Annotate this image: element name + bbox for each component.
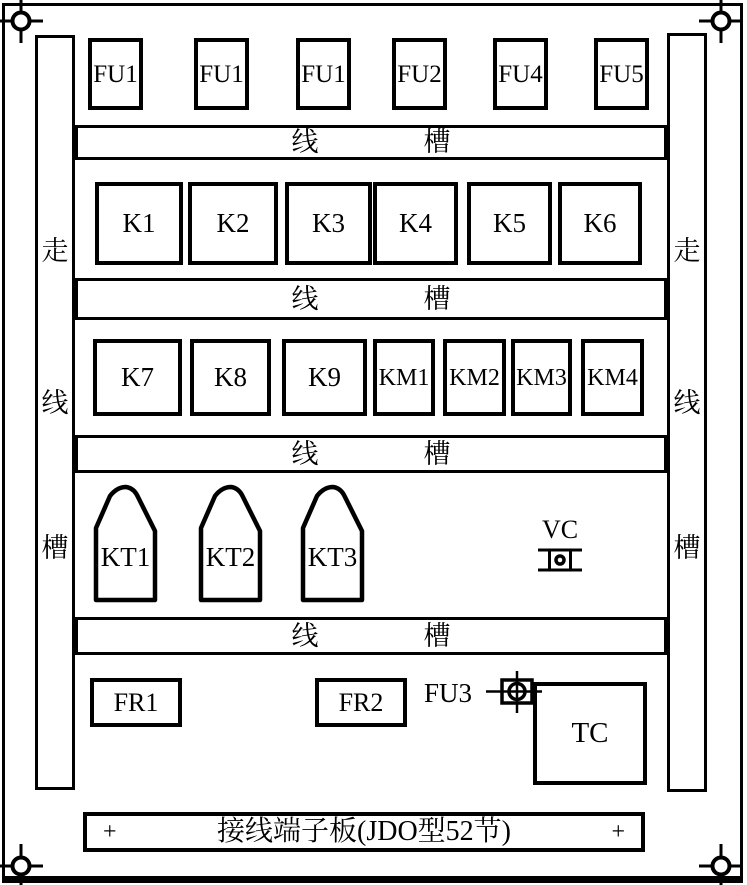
terminal-board-plus-right: + <box>611 819 625 845</box>
duct-char: 线 <box>291 283 319 314</box>
wire-duct-horizontal-1 <box>75 125 667 160</box>
wire-duct-horizontal-2 <box>75 278 667 320</box>
duct-char: 槽 <box>673 533 701 563</box>
time-relay-kt1 <box>93 486 158 602</box>
terminal-board <box>83 812 645 852</box>
contactor-box-km4 <box>581 339 644 416</box>
duct-char: 走 <box>673 236 701 266</box>
relay-label: K8 <box>214 362 247 392</box>
fuse-box-2 <box>194 38 249 110</box>
fu3-label: FU3 <box>424 678 473 708</box>
fuse-box-1 <box>88 38 143 110</box>
fuse-label: FU5 <box>599 60 644 88</box>
duct-char: 线 <box>291 438 319 469</box>
terminal-board-plus-left: + <box>103 819 117 845</box>
relay-box-k8 <box>190 339 271 416</box>
vc-terminal-icon <box>538 547 582 573</box>
relay-box-k7 <box>93 339 182 416</box>
relay-box-k4 <box>373 182 458 265</box>
time-relay-label: KT2 <box>205 542 256 572</box>
duct-char: 槽 <box>423 127 451 157</box>
time-relay-label: KT1 <box>100 542 151 572</box>
fuse-label: FU2 <box>397 60 442 88</box>
contactor-box-km2 <box>443 339 506 416</box>
relay-box-k3 <box>285 182 372 265</box>
duct-char: 槽 <box>41 533 69 563</box>
relay-box-k6 <box>558 182 642 265</box>
fuse-box-6 <box>594 38 649 110</box>
duct-char: 线 <box>673 388 701 418</box>
mounting-hole-bottom-left-icon <box>0 844 43 885</box>
contactor-label: KM4 <box>587 364 638 391</box>
vc-label: VC <box>541 515 579 544</box>
relay-label: K6 <box>583 208 617 238</box>
thermal-relay-box-fr2 <box>315 678 407 727</box>
terminal-board-label: 接线端子板(JDO型52节) <box>217 816 511 847</box>
fuse-label: FU1 <box>199 60 244 88</box>
wire-duct-horizontal-4 <box>75 617 667 655</box>
fuse-label: FU1 <box>93 60 138 88</box>
fuse-box-5 <box>493 38 548 110</box>
relay-box-k2 <box>188 182 278 265</box>
time-relay-kt2 <box>198 486 263 602</box>
contactor-label: KM2 <box>449 364 500 391</box>
duct-char: 走 <box>41 236 69 266</box>
fuse-box-3 <box>296 38 351 110</box>
fuse-box-4 <box>392 38 447 110</box>
relay-box-k5 <box>467 182 552 265</box>
wire-duct-left <box>35 35 75 790</box>
wire-duct-right <box>667 33 707 792</box>
thermal-relay-label: FR2 <box>338 687 384 717</box>
contactor-box-km1 <box>373 339 435 416</box>
time-relay-label: KT3 <box>307 542 358 572</box>
contactor-label: KM1 <box>378 364 430 391</box>
duct-char: 槽 <box>423 620 451 651</box>
relay-label: K3 <box>312 208 345 238</box>
time-relay-kt3 <box>300 486 365 602</box>
contactor-label: KM3 <box>516 364 567 391</box>
duct-char: 线 <box>291 127 319 157</box>
fuse-label: FU4 <box>498 60 543 88</box>
mounting-hole-bottom-right-icon <box>699 844 743 885</box>
transformer-label: TC <box>571 717 609 749</box>
thermal-relay-label: FR1 <box>113 687 159 717</box>
duct-char: 槽 <box>423 438 451 469</box>
duct-char: 线 <box>291 620 319 651</box>
contactor-box-km3 <box>511 339 572 416</box>
duct-char: 线 <box>41 388 69 418</box>
duct-char: 槽 <box>423 283 451 314</box>
relay-label: K9 <box>308 362 341 392</box>
relay-box-k1 <box>95 182 183 265</box>
fu3-screw-fuse-icon <box>486 668 544 716</box>
relay-label: K4 <box>399 208 432 238</box>
transformer-box-tc <box>533 682 647 785</box>
relay-label: K1 <box>122 208 156 238</box>
thermal-relay-box-fr1 <box>90 678 182 727</box>
wire-duct-horizontal-3 <box>75 435 667 473</box>
relay-label: K2 <box>216 208 250 238</box>
relay-label: K7 <box>121 362 154 392</box>
fuse-label: FU1 <box>301 60 346 88</box>
relay-label: K5 <box>493 208 526 238</box>
relay-box-k9 <box>282 339 367 416</box>
